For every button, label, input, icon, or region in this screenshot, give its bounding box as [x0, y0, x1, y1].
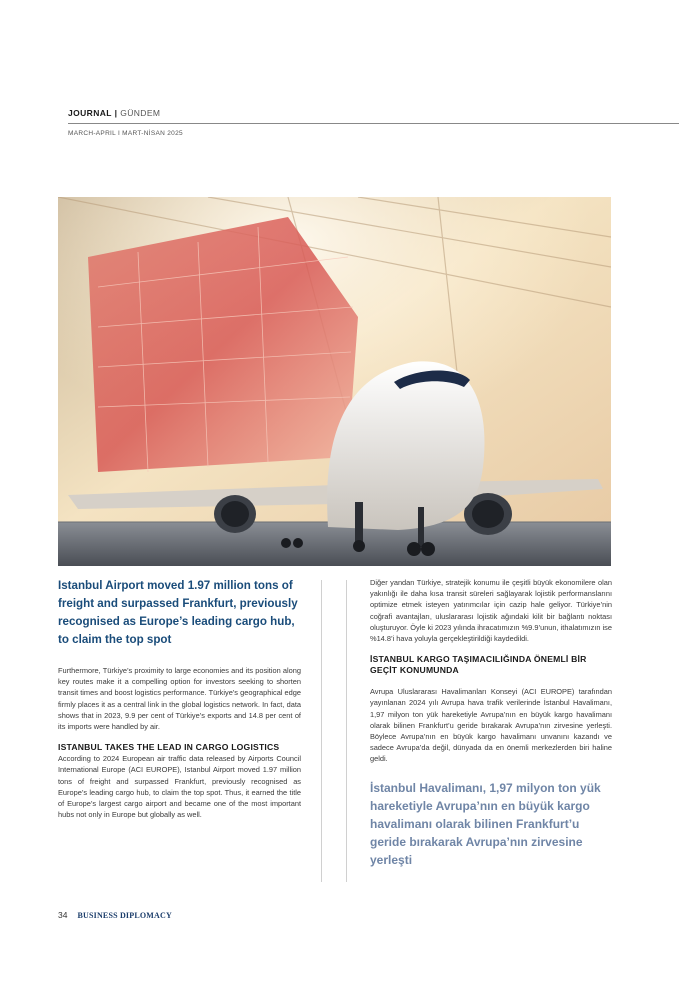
- header-separator: |: [114, 108, 118, 118]
- business-diplomacy-logo: BUSINESS DIPLOMACY: [77, 910, 172, 920]
- journal-label: JOURNAL: [68, 108, 112, 118]
- issue-date: MARCH-APRIL I MART-NİSAN 2025: [68, 130, 183, 137]
- paragraph-turkish-intro: Diğer yandan Türkiye, stratejik konumu ile çeşitli büyük ekonomilere olan yakınlığı ile daha kısa transit süreleri sağlayarak lojistik performanslarını optimize etmek isteyen yatırımcılar için cazip hale geliyor. Türkiye’nin coğrafi avantajları, uluslararası lojistik ağındaki kilit bir bağlantı noktası oluşturuyor. Öyle ki 2023 yılında ihracatımızın %9.9’unun, ithalatımızın ise %14.8’i hava yoluyla gerçekleştirildiği kaydedildi.: [370, 578, 612, 644]
- column-divider-right: [346, 580, 347, 882]
- section-label: GÜNDEM: [120, 108, 161, 118]
- cargo-airplane-illustration: [58, 197, 611, 566]
- subheading-turkish: İSTANBUL KARGO TAŞIMACILIĞINDA ÖNEMLİ BİR GEÇİT KONUMUNDA: [370, 654, 587, 676]
- hero-image: [58, 197, 611, 566]
- journal-header: [68, 108, 160, 118]
- page-footer: [58, 910, 172, 920]
- paragraph-turkish-aci: Avrupa Uluslararası Havalimanları Konseyi (ACI EUROPE) tarafından yayınlanan 2024 yılı Avrupa hava trafik verilerinde İstanbul Havalimanı, 1,97 milyon ton yük hareketiyle Avrupa’nın en büyük kargo havalimanı olarak bilinen Frankfurt’u geride bırakarak Avrupa’nın zirvesine yerleşti. Böylece Avrupa’nın en büyük kargo havalimanı unvanını kazandı ve sadece Avrupa’da değil, dünyada da en önemli merkezlerden biri haline geldi.: [370, 687, 612, 764]
- left-column: [58, 577, 301, 830]
- pull-quote-english: Istanbul Airport moved 1.97 million tons of freight and surpassed Frankfurt, previously recognised as Europe’s leading cargo hub, to claim the top spot: [58, 579, 298, 646]
- subheading-cargo-lead: ISTANBUL TAKES THE LEAD IN CARGO LOGISTICS: [58, 742, 280, 753]
- column-divider-left: [321, 580, 322, 882]
- pull-quote-turkish: İstanbul Havalimanı, 1,97 milyon ton yük hareketiyle Avrupa’nın en büyük kargo havalimanı olarak bilinen Frankfurt’u geride bırakarak Avrupa’nın zirvesine yerleşti: [370, 780, 601, 867]
- paragraph-aci-europe: According to 2024 European air traffic data released by Airports Council International Europe (ACI EUROPE), Istanbul Airport moved 1.97 million tons of freight and surpassed Frankfurt, previously recognised as Europe’s leading cargo hub, to claim the top spot. Thus, it earned the title of Europe’s largest cargo airport and became one of the most important hubs not only in Europe but globally as well.: [58, 754, 301, 820]
- paragraph-logistics-intro: Furthermore, Türkiye’s proximity to large economies and its position along key routes make it a compelling option for investors seeking to shorten transit times and boost logistics performance. Türkiye’s geographical edge firmly places it as a central link in the global logistics network. In fact, data shows that in 2023, 9.9 per cent of Türkiye’s exports and 14.8 per cent of its imports were handled by air.: [58, 666, 301, 732]
- header-rule: [68, 123, 679, 124]
- page-number: 34: [58, 910, 68, 920]
- right-column: [370, 577, 612, 881]
